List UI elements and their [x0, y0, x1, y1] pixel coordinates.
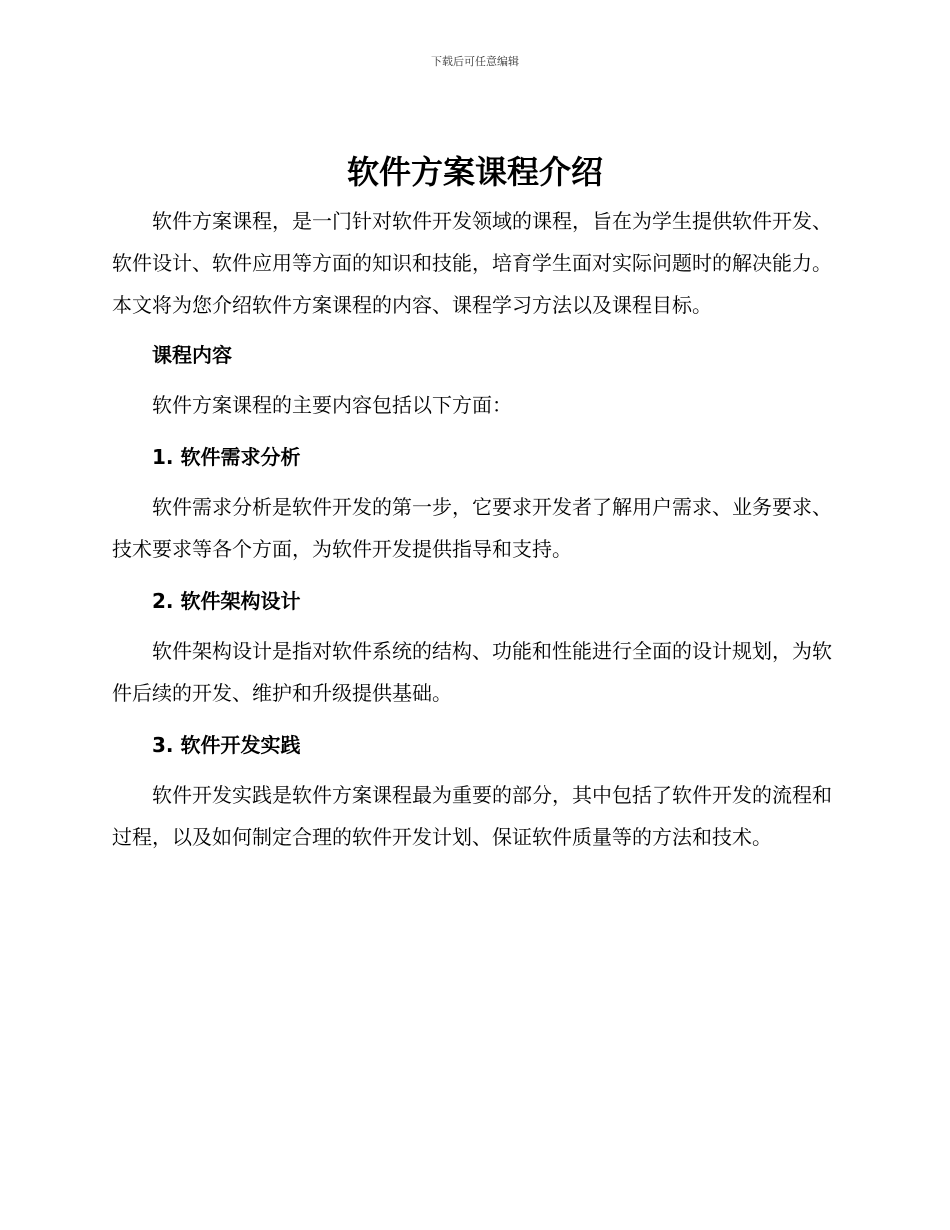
item-heading-requirements-analysis: 1. 软件需求分析 — [152, 445, 301, 469]
item-body-requirements-analysis: 软件需求分析是软件开发的第一步，它要求开发者了解用户需求、业务要求、技术要求等各个方面，为软件开发提供指导和支持。 — [112, 495, 832, 561]
intro-paragraph: 软件方案课程，是一门针对软件开发领域的课程，旨在为学生提供软件开发、软件设计、软件应用等方面的知识和技能，培育学生面对实际问题时的解决能力。本文将为您介绍软件方案课程的内容、课程学习方法以及课程目标。 — [112, 209, 832, 317]
document-body — [112, 200, 832, 858]
section-heading-course-content: 课程内容 — [152, 343, 232, 367]
page-header: 下载后可任意编辑 — [431, 55, 519, 68]
item-heading-development-practice: 3. 软件开发实践 — [152, 733, 301, 757]
item-body-architecture-design: 软件架构设计是指对软件系统的结构、功能和性能进行全面的设计规划，为软件后续的开发、维护和升级提供基础。 — [112, 639, 832, 705]
section-lead-paragraph: 软件方案课程的主要内容包括以下方面： — [152, 393, 512, 417]
document-title: 软件方案课程介绍 — [346, 153, 603, 191]
item-heading-architecture-design: 2. 软件架构设计 — [152, 589, 301, 613]
item-body-development-practice: 软件开发实践是软件方案课程最为重要的部分，其中包括了软件开发的流程和过程，以及如何制定合理的软件开发计划、保证软件质量等的方法和技术。 — [112, 783, 832, 849]
